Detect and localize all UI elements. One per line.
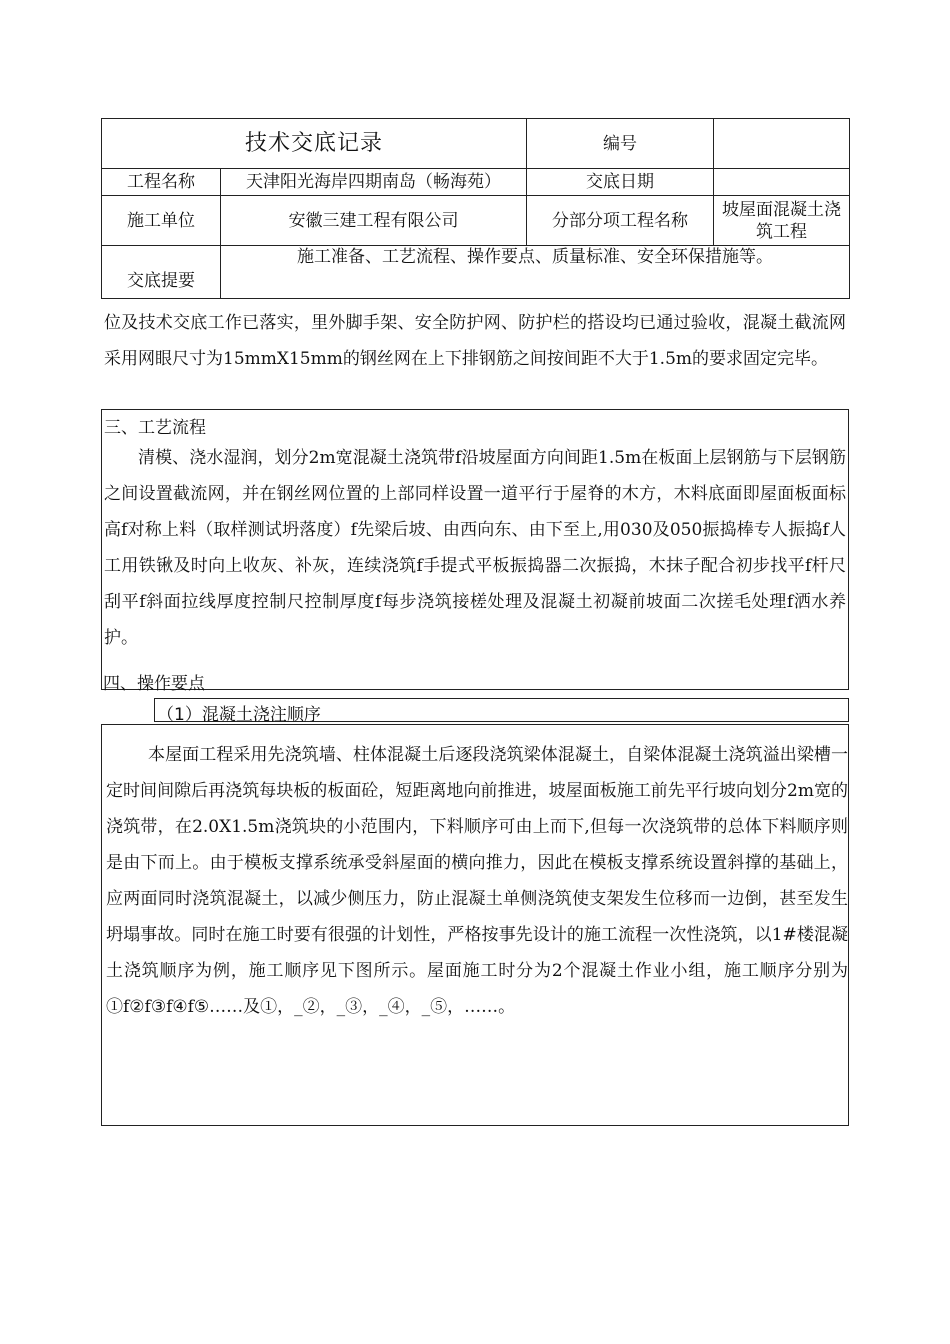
- project-name: 天津阳光海岸四期南岛（畅海苑）: [221, 169, 527, 196]
- section-4-heading: 四、操作要点: [103, 674, 205, 694]
- section-3-heading: 三、工艺流程: [104, 418, 206, 438]
- project-name-label: 工程名称: [102, 169, 221, 196]
- preparation-text: 位及技术交底工作已落实，里外脚手架、安全防护网、防护栏的搭设均已通过验收，混凝土截流网采用网眼尺寸为15mmX15mm的钢丝网在上下排钢筋之间按间距不大于1.5m的要求固定完毕。: [104, 313, 846, 369]
- section-4-subheading: （1）混凝土浇注顺序: [157, 705, 321, 725]
- subitem-name: 坡屋面混凝土浇筑工程: [714, 196, 850, 246]
- unit-name: 安徽三建工程有限公司: [221, 196, 527, 246]
- summary-label: 交底提要: [102, 246, 221, 299]
- date-label: 交底日期: [527, 169, 714, 196]
- number-value: [714, 119, 850, 169]
- subitem-label: 分部分项工程名称: [527, 196, 714, 246]
- number-label: 编号: [527, 119, 714, 169]
- date-value: [714, 169, 850, 196]
- section-3-text: 清模、浇水湿润，划分2m宽混凝土浇筑带f沿坡屋面方向间距1.5m在板面上层钢筋与下层钢筋之间设置截流网，并在钢丝网位置的上部同样设置一道平行于屋脊的木方，木料底面即屋面板面标高f对称上料（取样测试坍落度）f先梁后坡、由西向东、由下至上,用030及050振捣棒专人振捣f人工用铁锹及时向上收灰、补灰，连续浇筑f手提式平板振捣器二次振捣，木抹子配合初步找平f杆尺刮平f斜面拉线厚度控制尺控制厚度f每步浇筑接槎处理及混凝土初凝前坡面二次搓毛处理f洒水养护。: [104, 448, 846, 648]
- record-title: 技术交底记录: [102, 119, 527, 169]
- header-table: [101, 118, 850, 299]
- section-3-box: [101, 409, 849, 690]
- sub-heading-box: [154, 698, 849, 725]
- summary-text: 施工准备、工艺流程、操作要点、质量标准、安全环保措施等。: [221, 246, 850, 299]
- section-4-box: [101, 724, 849, 1126]
- unit-label: 施工单位: [102, 196, 221, 246]
- section-4-text: 本屋面工程采用先浇筑墙、柱体混凝土后逐段浇筑梁体混凝土，自梁体混凝土浇筑溢出梁槽一定时间间隙后再浇筑每块板的板面砼，短距离地向前推进，坡屋面板施工前先平行坡向划分2m宽的浇筑带，在2.0X1.5m浇筑块的小范围内，下料顺序可由上而下,但每一次浇筑带的总体下料顺序则是由下而上。由于模板支撑系统承受斜屋面的横向推力，因此在模板支撑系统设置斜撑的基础上，应两面同时浇筑混凝土，以减少侧压力，防止混凝土单侧浇筑使支架发生位移而一边倒，甚至发生坍塌事故。同时在施工时要有很强的计划性，严格按事先设计的施工流程一次性浇筑，以1#楼混凝土浇筑顺序为例，施工顺序见下图所示。屋面施工时分为2个混凝土作业小组，施工顺序分别为①f②f③f④f⑤……及①，_②，_③，_④，_⑤，……。: [106, 745, 848, 1017]
